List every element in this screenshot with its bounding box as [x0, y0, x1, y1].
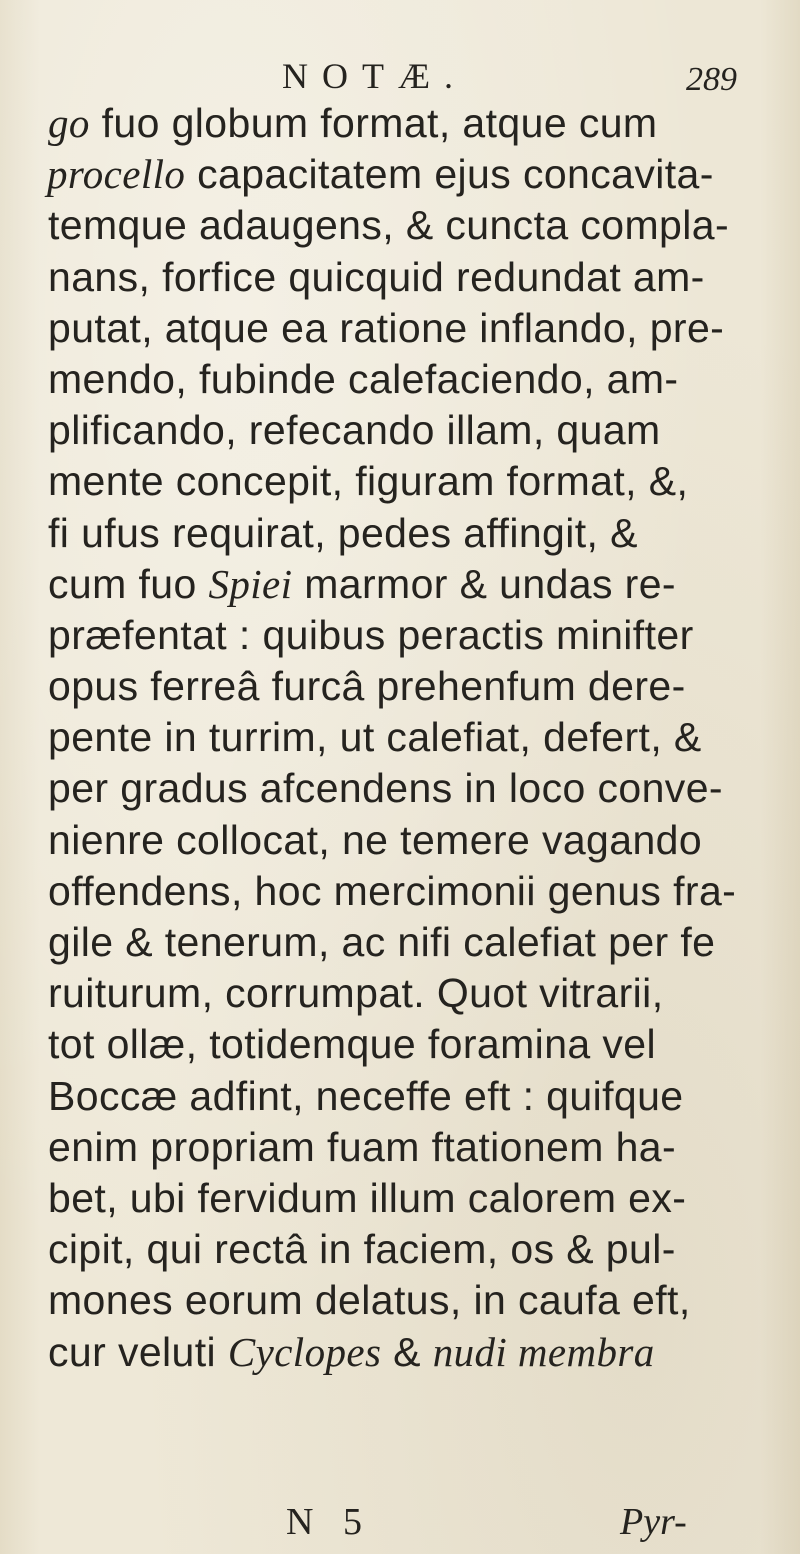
italic-text: Cyclopes: [227, 1328, 382, 1375]
line-text: &: [381, 1328, 433, 1375]
line-text: cipit, qui rectâ in faciem, os & pul-: [48, 1226, 676, 1273]
text-line: [38, 712, 788, 763]
line-text: mones eorum delatus, in caufa eft,: [48, 1277, 691, 1324]
page-number: 289: [686, 61, 737, 98]
line-text: tot ollæ, totidemque foramina vel: [48, 1021, 657, 1068]
text-line: [38, 1327, 788, 1378]
text-line: [38, 98, 788, 149]
line-text: nienre collocat, ne temere vagando: [48, 816, 703, 863]
catchword: Pyr-: [620, 1501, 687, 1543]
text-line: [38, 610, 788, 661]
text-line: [38, 1173, 788, 1224]
signature-mark: N 5: [286, 1501, 372, 1543]
text-line: [38, 763, 788, 814]
text-line: [38, 149, 788, 200]
page-footer: [0, 1500, 800, 1550]
text-line: [38, 1122, 788, 1173]
text-line: [38, 917, 788, 968]
text-line: [38, 508, 788, 559]
text-line: [38, 1275, 788, 1326]
line-text: marmor & undas re-: [292, 560, 676, 607]
line-text: offendens, hoc mercimonii genus fra-: [48, 867, 737, 914]
line-text: ruiturum, corrumpat. Quot vitrarii,: [48, 970, 664, 1017]
line-text: nans, forfice quicquid redundat am-: [48, 253, 705, 300]
line-text: Boccæ adfint, neceffe eft : quifque: [48, 1072, 684, 1119]
line-text: capacitatem ejus concavita-: [185, 151, 714, 198]
line-text: opus ferreâ furcâ prehenfum dere-: [48, 663, 686, 710]
text-line: [38, 559, 788, 610]
line-text: temque adaugens, & cuncta compla-: [48, 202, 729, 249]
text-line: [38, 661, 788, 712]
text-line: [38, 354, 788, 405]
text-line: [38, 303, 788, 354]
text-line: [38, 405, 788, 456]
line-text: plificando, refecando illam, quam: [48, 407, 661, 454]
line-text: mente concepit, figuram format, &,: [48, 458, 689, 505]
text-line: [38, 815, 788, 866]
line-text: gile & tenerum, ac nifi calefiat per fe: [48, 919, 716, 965]
text-line: [38, 1224, 788, 1275]
text-line: [38, 456, 788, 507]
line-text: fi ufus requirat, pedes affingit, &: [48, 509, 638, 556]
line-text: enim propriam fuam ftationem ha-: [48, 1123, 677, 1170]
line-text: præfentat : quibus peractis minifter: [48, 611, 694, 658]
text-line: [38, 200, 788, 251]
italic-text: go: [48, 100, 90, 146]
line-text: per gradus afcendens in loco conve-: [48, 765, 723, 812]
body-text: [38, 98, 788, 1378]
line-text: fuo globum format, atque cum: [89, 100, 658, 146]
text-line: [38, 968, 788, 1019]
line-text: cum fuo: [48, 560, 209, 607]
text-line: [38, 866, 788, 917]
italic-text: Spiei: [208, 560, 293, 607]
line-text: mendo, fubinde calefaciendo, am-: [48, 355, 679, 402]
running-head: NOTÆ.: [282, 56, 467, 96]
text-line: [38, 1019, 788, 1070]
line-text: putat, atque ea ratione inflando, pre-: [48, 304, 725, 351]
line-text: cur veluti: [48, 1328, 228, 1375]
text-line: [38, 1071, 788, 1122]
text-line: [38, 252, 788, 303]
line-text: bet, ubi fervidum illum calorem ex-: [48, 1174, 687, 1221]
italic-text: procello: [47, 151, 186, 198]
italic-text: nudi membra: [432, 1328, 655, 1375]
line-text: pente in turrim, ut calefiat, defert, &: [48, 714, 702, 761]
